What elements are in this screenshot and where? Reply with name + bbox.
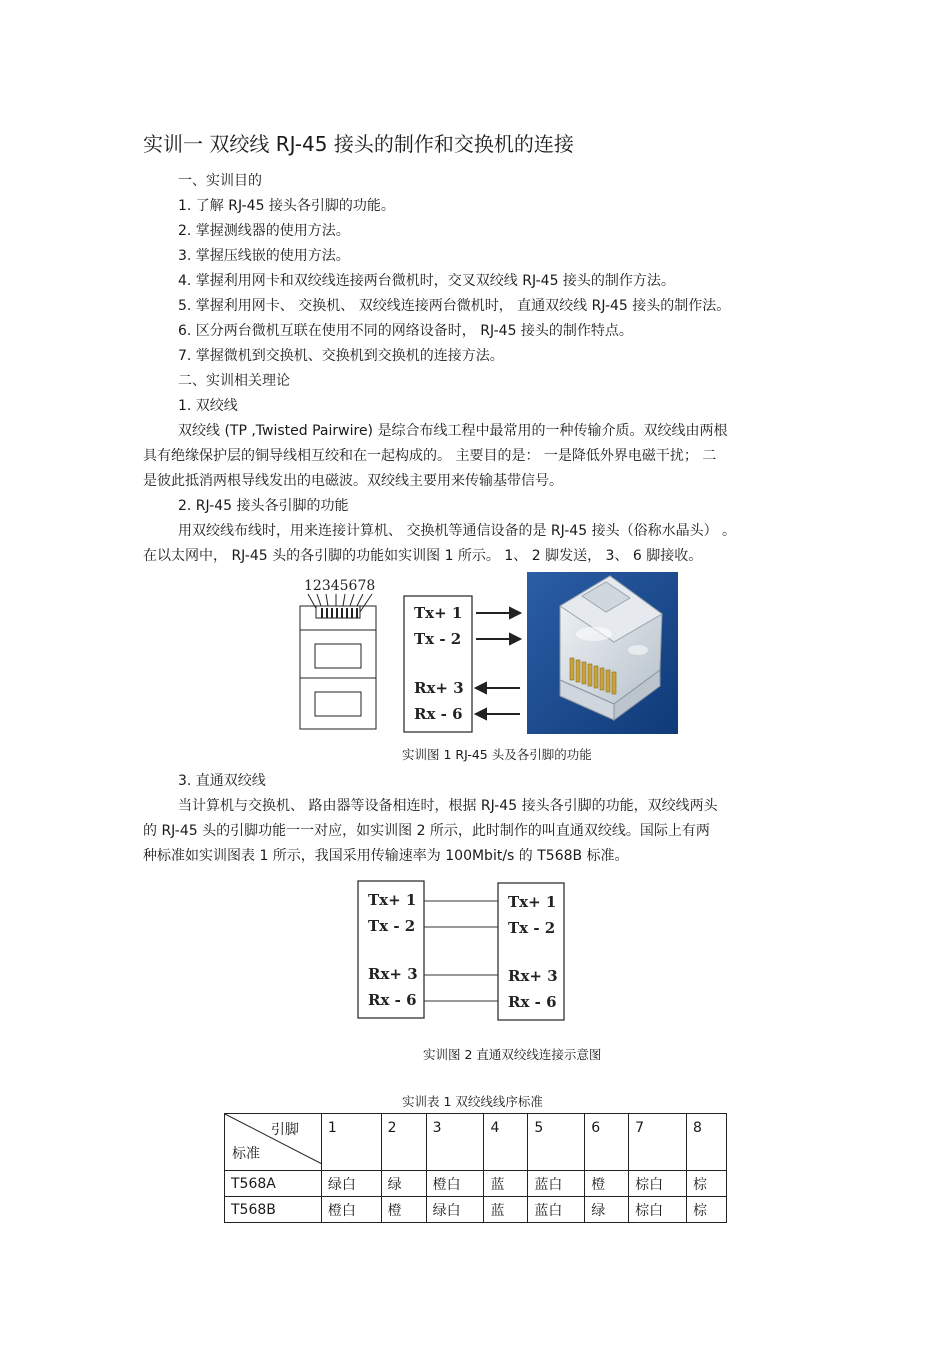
figure-2-straight-through xyxy=(355,878,570,1023)
svg-text:Tx+ 1: Tx+ 1 xyxy=(368,891,417,909)
pin-header: 8 xyxy=(687,1114,727,1171)
paragraph-line: 当计算机与交换机、 路由器等设备相连时，根据 RJ-45 接头各引脚的功能，双绞线两头 xyxy=(178,798,718,814)
table-cell: 棕 xyxy=(687,1171,727,1197)
pin-numbers-label: 12345678 xyxy=(304,578,376,594)
pin-header: 2 xyxy=(381,1114,426,1171)
subsection-heading: 3. 直通双绞线 xyxy=(178,773,266,789)
section-heading-objectives: 一、实训目的 xyxy=(178,173,262,189)
table-cell: 蓝 xyxy=(484,1197,528,1223)
pin-header: 3 xyxy=(426,1114,484,1171)
table-cell: 绿白 xyxy=(321,1171,381,1197)
objective-item: 1. 了解 RJ-45 接头各引脚的功能。 xyxy=(178,198,395,214)
objective-item: 4. 掌握利用网卡和双绞线连接两台微机时，交叉双绞线 RJ-45 接头的制作方法。 xyxy=(178,273,675,289)
corner-label-pins: 引脚 xyxy=(270,1122,299,1138)
svg-text:Tx - 2: Tx - 2 xyxy=(508,919,556,937)
table-header-row xyxy=(225,1114,727,1171)
corner-label-standard: 标准 xyxy=(232,1146,260,1162)
wiring-standard-table xyxy=(224,1113,727,1223)
objective-item: 3. 掌握压线嵌的使用方法。 xyxy=(178,248,350,264)
objective-item: 6. 区分两台微机互联在使用不同的网络设备时， RJ-45 接头的制作特点。 xyxy=(178,323,633,339)
table-row xyxy=(225,1171,727,1197)
svg-text:Rx+ 3: Rx+ 3 xyxy=(508,967,558,985)
paragraph-line: 种标准如实训图表 1 所示，我国采用传输速率为 100Mbit/s 的 T568B 标准。 xyxy=(143,848,629,864)
svg-text:Rx - 6: Rx - 6 xyxy=(414,705,463,723)
paragraph-line: 在以太网中， RJ-45 头的各引脚的功能如实训图 1 所示。 1、 2 脚发送， 3、 6 脚接收。 xyxy=(143,548,703,564)
svg-text:Rx+ 3: Rx+ 3 xyxy=(368,965,418,983)
subsection-heading: 1. 双绞线 xyxy=(178,398,238,414)
paragraph-line: 是彼此抵消两根导线发出的电磁波。双绞线主要用来传输基带信号。 xyxy=(143,473,563,489)
table-row xyxy=(225,1197,727,1223)
pin-header: 1 xyxy=(321,1114,381,1171)
table-cell: 绿 xyxy=(381,1171,426,1197)
svg-text:Tx - 2: Tx - 2 xyxy=(414,630,462,648)
objective-item: 5. 掌握利用网卡、 交换机、 双绞线连接两台微机时， 直通双绞线 RJ-45 接头的制作法。 xyxy=(178,298,731,314)
standard-name: T568A xyxy=(225,1171,322,1197)
table-cell: 棕 xyxy=(687,1197,727,1223)
pin-header: 4 xyxy=(484,1114,528,1171)
standard-name: T568B xyxy=(225,1197,322,1223)
table-cell: 绿白 xyxy=(426,1197,484,1223)
paragraph-line: 双绞线 (TP ,Twisted Pairwire) 是综合布线工程中最常用的一种传输介质。双绞线由两根 xyxy=(178,423,728,439)
page-title: 实训一 双绞线 RJ-45 接头的制作和交换机的连接 xyxy=(143,132,574,156)
table-cell: 橙 xyxy=(381,1197,426,1223)
pin-header: 6 xyxy=(585,1114,629,1171)
subsection-heading: 2. RJ-45 接头各引脚的功能 xyxy=(178,498,349,514)
paragraph-line: 用双绞线布线时，用来连接计算机、 交换机等通信设备的是 RJ-45 接头（俗称水晶头） 。 xyxy=(178,523,737,539)
table-cell: 绿 xyxy=(585,1197,629,1223)
table-corner-cell xyxy=(225,1114,322,1171)
table-cell: 蓝 xyxy=(484,1171,528,1197)
svg-text:Tx - 2: Tx - 2 xyxy=(368,917,416,935)
table-cell: 棕白 xyxy=(629,1197,687,1223)
svg-text:Tx+ 1: Tx+ 1 xyxy=(414,604,463,622)
table-cell: 棕白 xyxy=(629,1171,687,1197)
figure-1-caption: 实训图 1 RJ-45 头及各引脚的功能 xyxy=(402,747,592,762)
pin-header: 7 xyxy=(629,1114,687,1171)
pin-header: 5 xyxy=(528,1114,585,1171)
table-cell: 橙白 xyxy=(426,1171,484,1197)
table-cell: 蓝白 xyxy=(528,1171,585,1197)
table-1-caption: 实训表 1 双绞线线序标准 xyxy=(402,1094,543,1109)
paragraph-line: 的 RJ-45 头的引脚功能一一对应，如实训图 2 所示，此时制作的叫直通双绞线。国际上有两 xyxy=(143,823,710,839)
paragraph-line: 具有绝缘保护层的铜导线相互绞和在一起构成的。 主要目的是： 一是降低外界电磁干扰； 二 xyxy=(143,448,717,464)
objective-item: 2. 掌握测线器的使用方法。 xyxy=(178,223,350,239)
figure-2-caption: 实训图 2 直通双绞线连接示意图 xyxy=(423,1047,602,1062)
table-cell: 橙 xyxy=(585,1171,629,1197)
table-cell: 橙白 xyxy=(321,1197,381,1223)
objective-item: 7. 掌握微机到交换机、交换机到交换机的连接方法。 xyxy=(178,348,504,364)
rj45-photo xyxy=(527,572,678,734)
svg-text:Rx+ 3: Rx+ 3 xyxy=(414,679,464,697)
svg-text:Rx - 6: Rx - 6 xyxy=(368,991,417,1009)
table-cell: 蓝白 xyxy=(528,1197,585,1223)
svg-text:Rx - 6: Rx - 6 xyxy=(508,993,557,1011)
section-heading-theory: 二、实训相关理论 xyxy=(178,373,290,389)
figure-1-rj45-pinout xyxy=(298,572,683,737)
svg-text:Tx+ 1: Tx+ 1 xyxy=(508,893,557,911)
